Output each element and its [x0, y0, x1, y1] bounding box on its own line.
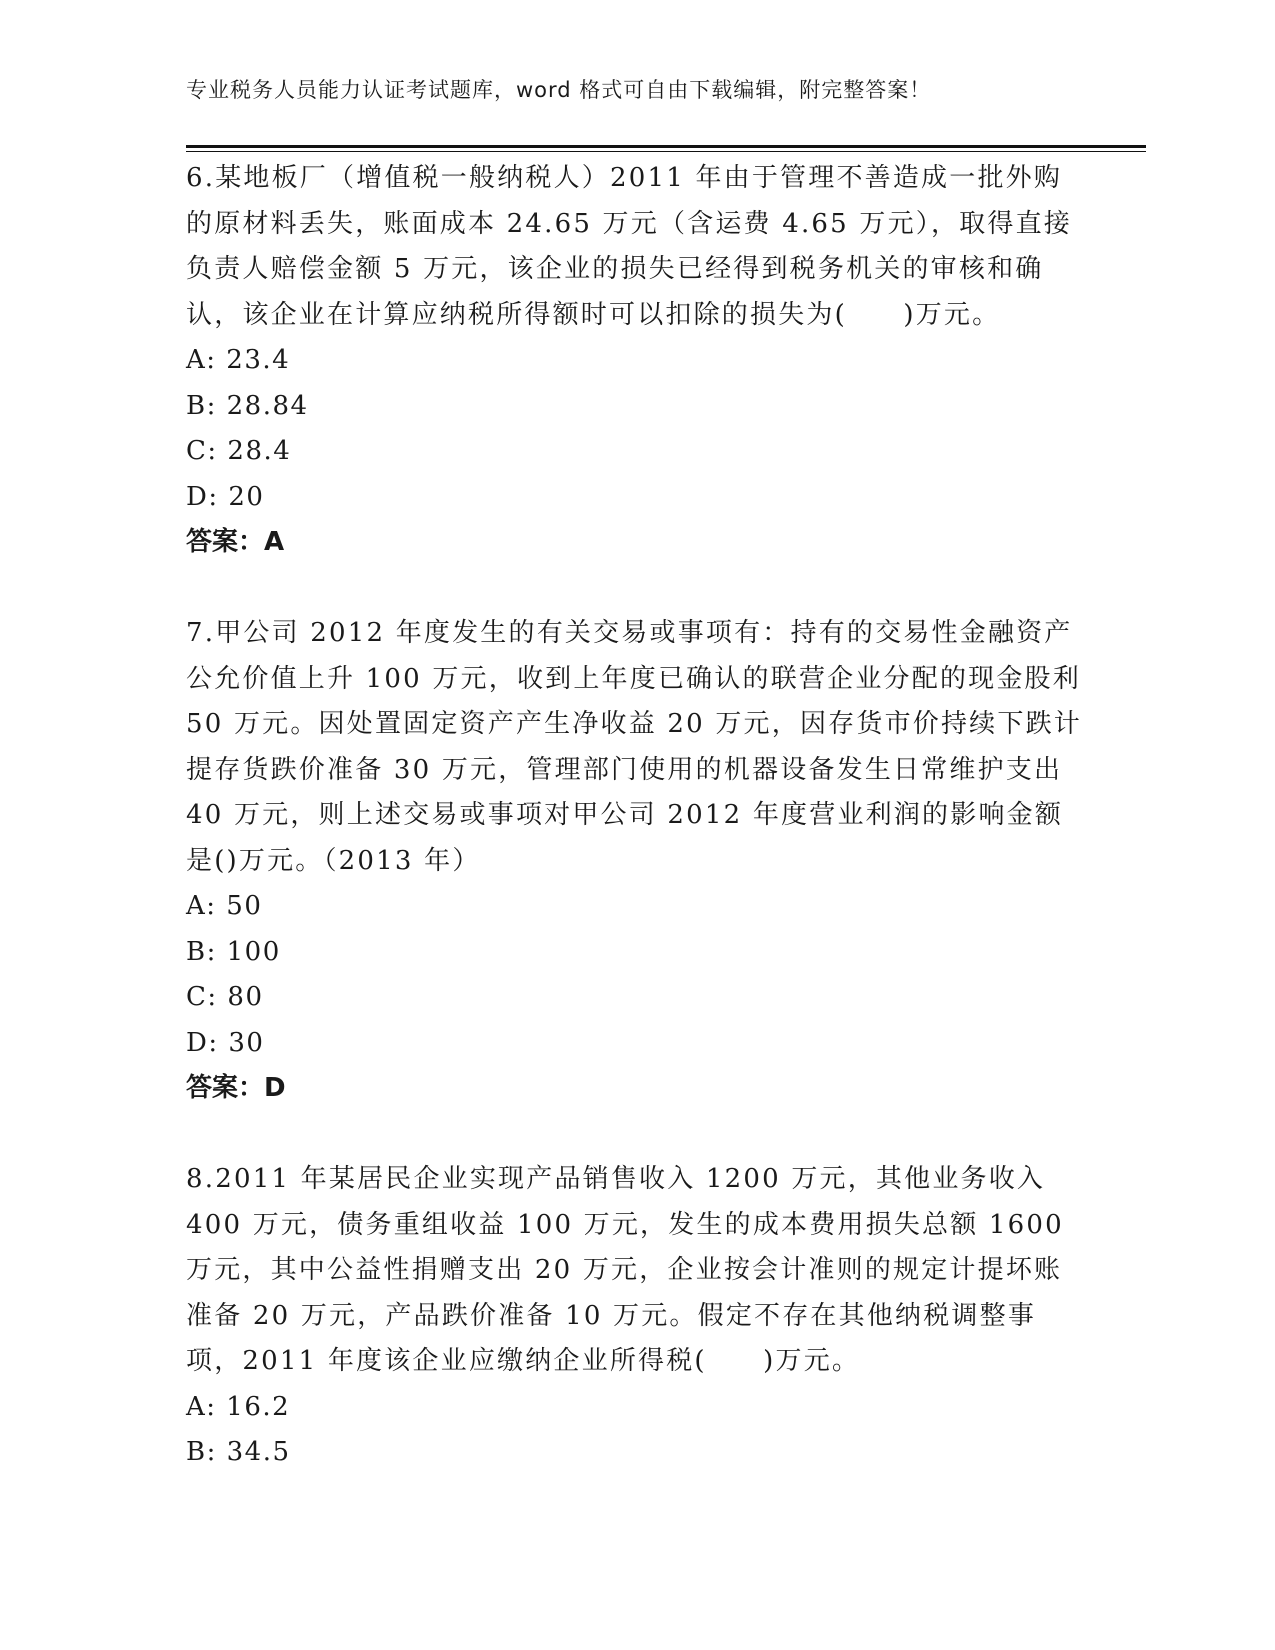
- option-c: C: 80: [186, 982, 264, 1012]
- question-text: 6.某地板厂（增值税一般纳税人）2011 年由于管理不善造成一批外购的原材料丢失，账面成本 24.65 万元（含运费 4.65 万元），取得直接负责人赔偿金额 5 万元，该企业的损失已经得到税务机关的审核和确认，该企业在计算应纳税所得额时可以扣除的损失为( )万元。: [186, 163, 1072, 330]
- question-text: 7.甲公司 2012 年度发生的有关交易或事项有：持有的交易性金融资产公允价值上升 100 万元，收到上年度已确认的联营企业分配的现金股利 50 万元。因处置固定资产产生净收益 20 万元，因存货市价持续下跌计提存货跌价准备 30 万元，管理部门使用的机器设备发生日常维护支出 40 万元，则上述交易或事项对甲公司 2012 年度营业利润的影响金额是()万元。（2013 年）: [186, 618, 1082, 876]
- option-b: B: 100: [186, 936, 281, 967]
- option-d: D: 20: [186, 481, 265, 512]
- question-6: [186, 156, 1086, 566]
- header-rule-thick: [186, 145, 1146, 148]
- option-a: A: 50: [186, 891, 263, 921]
- question-text: 8.2011 年某居民企业实现产品销售收入 1200 万元，其他业务收入 400 万元，债务重组收益 100 万元，发生的成本费用损失总额 1600 万元，其中公益性捐赠支出 20 万元，企业按会计准则的规定计提坏账准备 20 万元，产品跌价准备 10 万元。假定不存在其他纳税调整事项，2011 年度该企业应缴纳企业所得税( )万元。: [186, 1164, 1064, 1376]
- answer: 答案：D: [186, 1073, 286, 1103]
- option-b: B: 34.5: [186, 1437, 291, 1467]
- spacer: [186, 1112, 1086, 1158]
- option-b: B: 28.84: [186, 390, 309, 421]
- answer: 答案：A: [186, 527, 285, 557]
- page-header: 专业税务人员能力认证考试题库，word 格式可自由下载编辑，附完整答案！: [186, 78, 932, 102]
- option-a: A: 23.4: [186, 345, 291, 375]
- question-7: [186, 611, 1086, 1112]
- option-c: C: 28.4: [186, 436, 292, 466]
- option-a: A: 16.2: [186, 1391, 291, 1422]
- header-rule-thin: [186, 151, 1146, 152]
- question-list: [186, 156, 1086, 1476]
- spacer: [186, 566, 1086, 612]
- option-d: D: 30: [186, 1027, 265, 1058]
- question-8: [186, 1157, 1086, 1476]
